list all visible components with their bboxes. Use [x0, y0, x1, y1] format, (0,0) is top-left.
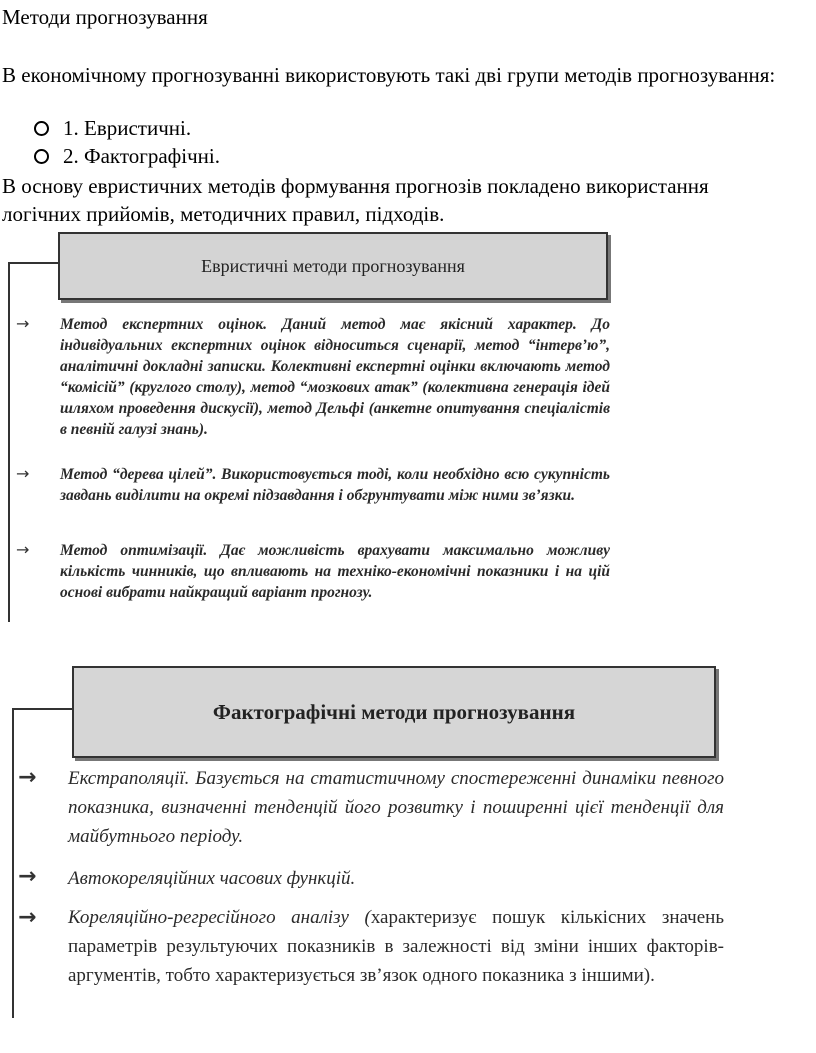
list-item — [34, 142, 220, 170]
bullet-text: 1. Евристичні. — [63, 116, 192, 140]
method-groups-list — [34, 114, 220, 170]
factographic-item — [68, 764, 724, 851]
connector-line — [12, 708, 14, 1018]
factographic-header-label: Фактографічні методи прогнозування — [212, 699, 576, 724]
arrow-icon: → — [16, 540, 30, 559]
factographic-item-regular: характеризує пошук кількісних значень параметрів результуючих показників в залежності від зміни інших факторів-аргументів, тобто характеризується зв’язок одного показника з іншими). — [68, 907, 724, 986]
factographic-item — [68, 903, 724, 990]
factographic-item-italic: Кореляційно-регресійного аналізу ( — [68, 907, 371, 928]
heuristic-header — [58, 232, 608, 300]
connector-line — [8, 262, 58, 264]
bullet-circle-icon — [34, 149, 49, 164]
factographic-item-italic: Екстраполяції. Базується на статистичному спостереженні динаміки певного показника, визначенні тенденцій його розвитку і поширенні цієї тенденції для майбутнього періоду. — [68, 768, 724, 847]
intro-paragraph: В економічному прогнозуванні використовують такі дві групи методів прогнозування: — [2, 63, 776, 87]
heuristic-item: Метод “дерева цілей”. Використовується тоді, коли необхідно всю сукупність завдань виділити на окремі підзавдання і обгрунтувати між ними зв’язки. — [60, 466, 610, 504]
factographic-item — [68, 864, 724, 893]
arrow-icon: → — [18, 905, 37, 930]
arrow-icon: → — [18, 765, 37, 790]
bullet-text: 2. Фактографічні. — [63, 144, 220, 168]
heuristic-header-label: Евристичні методи прогнозування — [201, 255, 465, 276]
arrow-icon: → — [16, 464, 30, 483]
factographic-header — [72, 666, 716, 758]
arrow-icon: → — [16, 314, 30, 333]
bullet-circle-icon — [34, 121, 49, 136]
list-item — [34, 114, 220, 142]
basis-paragraph: В основу евристичних методів формування прогнозів покладено використання логічних прийомів, методичних правил, підходів. — [2, 174, 709, 226]
factographic-item-italic: Автокореляційних часових функцій. — [68, 868, 356, 889]
connector-line — [12, 708, 72, 710]
arrow-icon: → — [18, 864, 37, 889]
heuristic-item: Метод оптимізації. Дає можливість врахувати максимально можливу кількість чинників, що впливають на техніко-економічні показники і на цій основі вибрати найкращий варіант прогнозу. — [60, 542, 610, 601]
page-title: Методи прогнозування — [2, 5, 208, 29]
heuristic-item: Метод експертних оцінок. Даний метод має якісний характер. До індивідуальних експертних оцінок відноситься сценарії, метод “інтерв’ю”, аналітичні докладні записки. Колективні експертні оцінки включають метод “комісій” (круглого столу), метод “мозкових атак” (колективна генерація ідей шляхом проведення дискусії), метод Дельфі (анкетне опитування спеціалістів в певній галузі знань). — [60, 316, 610, 438]
connector-line — [8, 262, 10, 622]
